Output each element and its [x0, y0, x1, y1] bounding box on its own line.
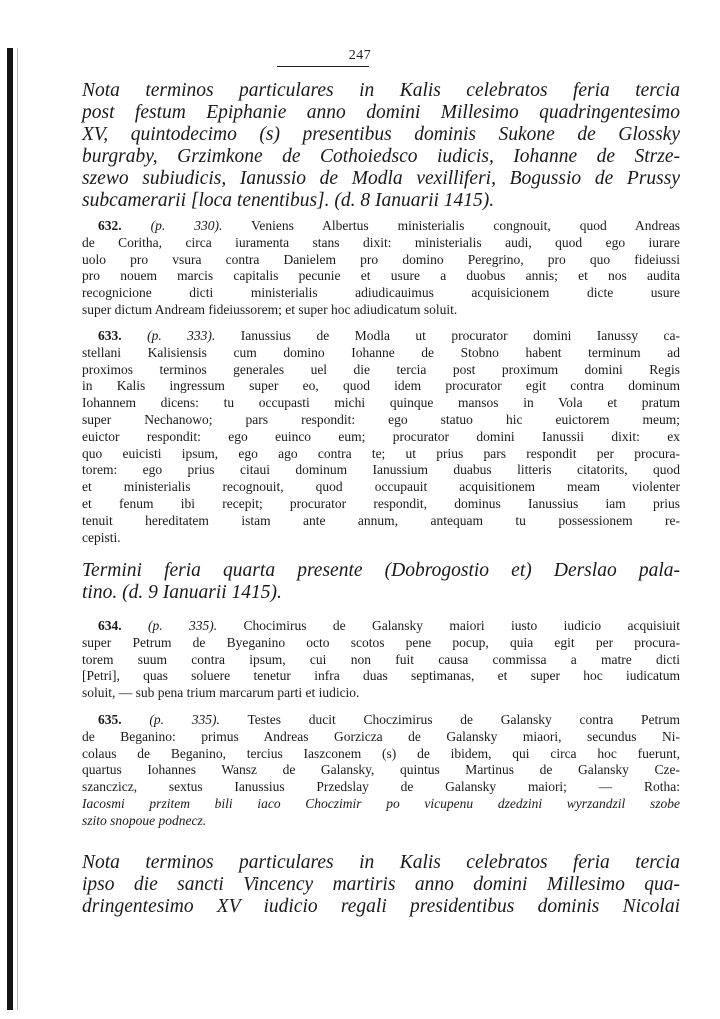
page-number-rule [277, 66, 369, 67]
heading-line: dringentesimo XV iudicio regali presidentibus dominis Nicolai [82, 896, 680, 917]
entry-line: quartus Iohannes Wansz de Galansky, quintus Martinus de Galansky Cze- [82, 762, 680, 778]
heading-line: XV, quintodecimo (s) presentibus dominis Sukone de Glossky [82, 124, 680, 145]
entry-text: Chocimirus de Galansky maiori iusto iudicio acquisiuit [243, 618, 681, 633]
section-heading-1 [82, 80, 680, 212]
entry-line: de Coritha, circa iuramenta stans dixit: ministerialis audi, quod ego iurare [82, 234, 680, 250]
entry-line: cepisti. [82, 529, 121, 545]
entry-text: Veniens Albertus ministerialis congnouit, quod Andreas [251, 218, 681, 233]
heading-line: Termini feria quarta presente (Dobrogostio et) Derslao pala- [82, 560, 680, 581]
heading-line: tino. (d. 9 Ianuarii 1415). [82, 582, 282, 603]
entry-reference: (p. 333). [147, 328, 216, 343]
entry-line-polish-quote: szito snopoue podnecz. [82, 812, 207, 828]
entry-line: tenuit hereditatem istam ante annum, antequam tu possessionem re- [82, 512, 680, 528]
heading-line: szewo subiudicis, Ianussio de Modla vexilliferi, Bogussio de Prussy [82, 168, 680, 189]
entry-line: et fenum ibi recepit; procurator respondit, dominus Ianussius iam prius [82, 495, 680, 511]
entry-633 [82, 328, 680, 546]
entry-line: et ministerialis recognouit, quod occupauit acquisitionem meam violenter [82, 479, 680, 495]
entry-reference: (p. 335). [148, 618, 218, 633]
entry-line: super dictum Andream fideiussorem; et super hoc adiudicatum soluit. [82, 301, 458, 317]
entry-line: [Petri], quas soluere tenetur infra duas septimanas, et super hoc iudicatum [82, 668, 680, 684]
heading-line: Nota terminos particulares in Kalis celebratos feria tercia [82, 852, 680, 873]
entry-line [82, 218, 680, 235]
heading-line: burgraby, Grzimkone de Cothoiedsco iudicis, Iohanne de Strze- [82, 146, 680, 167]
page-number: 247 [348, 48, 372, 63]
entry-line: szanczicz, sextus Ianussius Przedslay de Galansky maiori; — Rotha: [82, 779, 680, 795]
entry-line: colaus de Beganino, tercius Iaszconem (s) de ibidem, qui circa hoc fuerunt, [82, 745, 680, 761]
entry-line [82, 618, 680, 635]
entry-line: pro nouem marcis capitalis pecunie et usure a duobus annis; et nos audita [82, 268, 680, 284]
heading-line: post festum Epiphanie anno domini Millesimo quadringentesimo [82, 102, 680, 123]
entry-line: torem suum contra ipsum, cui non fuit causa commissa a matre dicti [82, 651, 680, 667]
entry-line: in Kalis ingressum super eo, quod idem procurator egit contra dominum [82, 378, 680, 394]
entry-number: 634. [98, 618, 122, 633]
entry-632 [82, 218, 680, 319]
entry-635 [82, 712, 680, 830]
entry-line: soluit, — sub pena trium marcarum parti et iudicio. [82, 685, 360, 701]
entry-line: recognicione dicti ministerialis adiudicauimus acquisicionem dicte usure [82, 285, 680, 301]
entry-line: Iohannem dicens: tu occupasti michi quinque mansos in Vola et pratum [82, 395, 680, 411]
entry-line: proximos terminos generales uel die tercia post proximum domini Regis [82, 361, 680, 377]
entry-line: torem: ego prius citaui dominum Ianussium duabus litteris citatorits, quod [82, 462, 680, 478]
book-spine-edge [17, 48, 18, 1010]
entry-634 [82, 618, 680, 702]
entry-line: de Beganino: primus Andreas Gorzicza de Galansky miaori, secundus Ni- [82, 728, 680, 744]
entry-text: Ianussius de Modla ut procurator domini Ianussy ca- [240, 328, 680, 343]
entry-line: super Nechanowo; pars respondit: ego statuo hic euictorem meum; [82, 411, 680, 427]
heading-line: ipso die sancti Vincency martiris anno domini Millesimo qua- [82, 874, 680, 895]
section-heading-2 [82, 560, 680, 604]
entry-reference: (p. 335). [149, 712, 220, 727]
entry-line-polish-quote: Iacosmi przitem bili iaco Choczimir po vicupenu dzedzini wyrzandzil szobe [82, 795, 680, 811]
entry-line: super Petrum de Byeganino octo scotos pene pocup, quia egit per procura- [82, 634, 680, 650]
entry-line: stellani Kalisiensis cum domino Iohanne de Stobno habent terminum ad [82, 344, 680, 360]
entry-line: quo euicisti ipsum, ego ago contra te; ut prius pars respondit per procura- [82, 445, 680, 461]
entry-text: Testes ducit Choczimirus de Galansky contra Petrum [247, 712, 680, 727]
section-heading-3 [82, 852, 680, 918]
entry-line: euictor respondit: ego euinco eum; procurator domini Ianussii dixit: ex [82, 428, 680, 444]
entry-reference: (p. 330). [150, 218, 223, 233]
heading-line: Nota terminos particulares in Kalis celebratos feria tercia [82, 80, 680, 101]
heading-line: subcamerarii [loca tenentibus]. (d. 8 Ianuarii 1415). [82, 190, 495, 211]
entry-number: 635. [98, 712, 122, 727]
entry-number: 632. [98, 218, 122, 233]
entry-line [82, 712, 680, 729]
entry-line [82, 328, 680, 345]
entry-line: uolo pro vsura contra Danielem pro domino Peregrino, pro quo fideiussi [82, 251, 680, 267]
book-spine-shadow [7, 48, 13, 1010]
entry-number: 633. [98, 328, 122, 343]
